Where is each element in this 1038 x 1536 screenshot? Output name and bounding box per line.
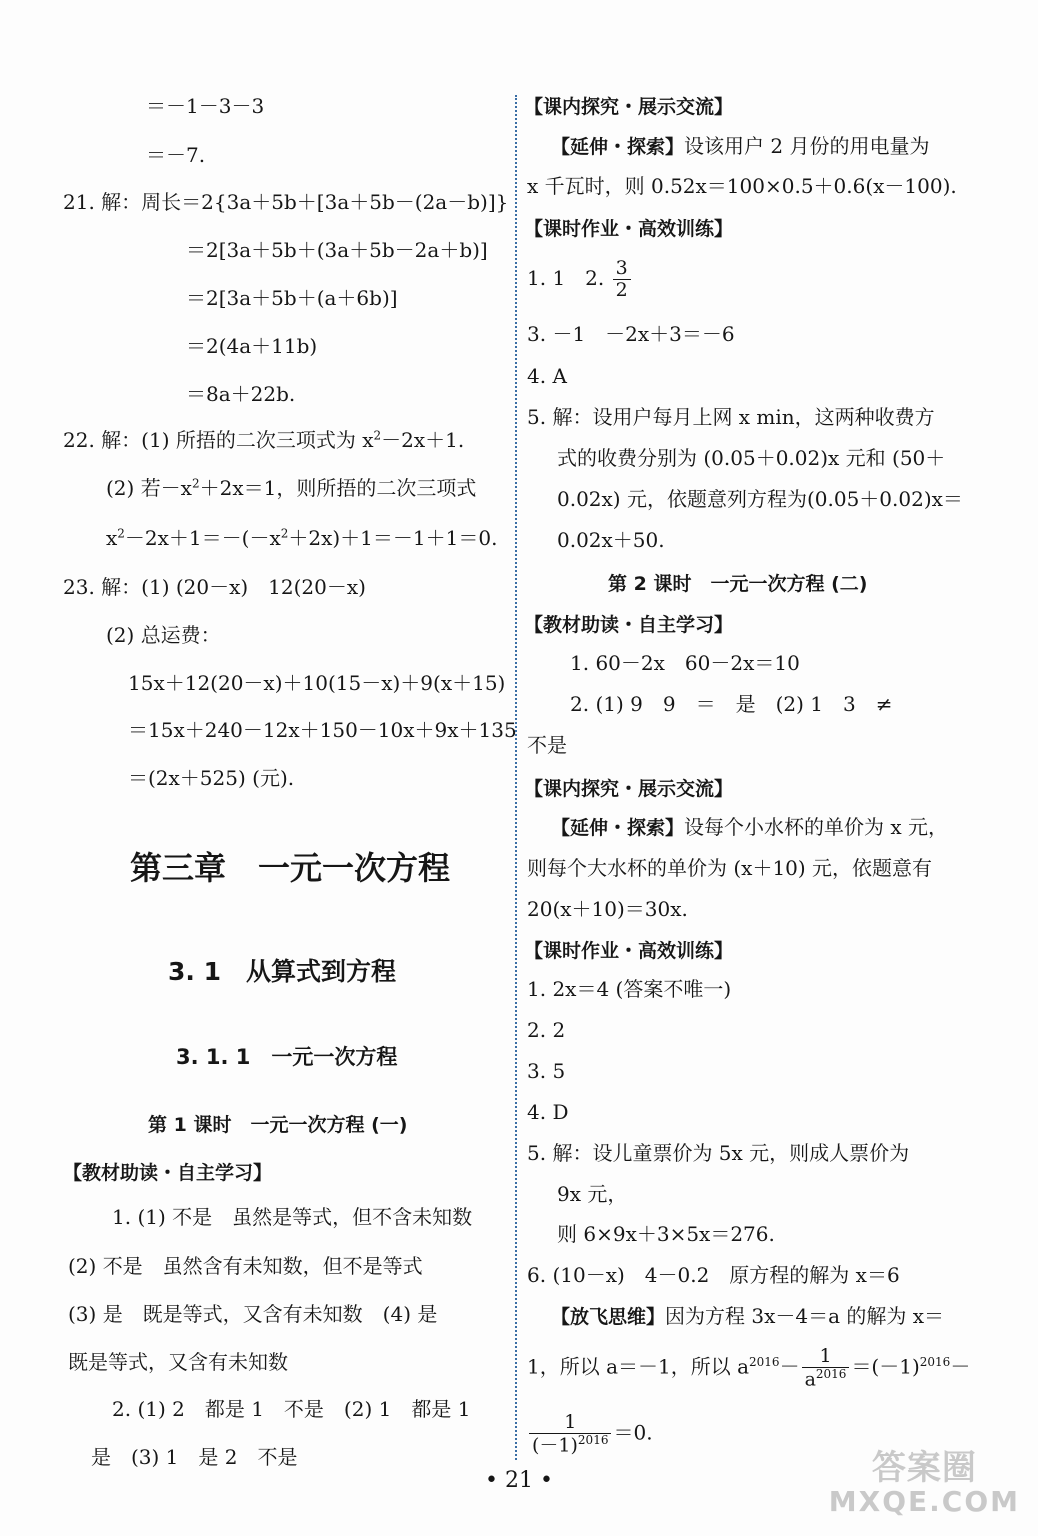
- ext2-line-3: 20(x＋10)＝30x.: [527, 897, 688, 921]
- left-cont-line-2: ＝－7.: [146, 143, 206, 167]
- read-r1: 1. 60－2x 60－2x＝10: [570, 651, 800, 675]
- work-5-line-4: 0.02x＋50.: [557, 528, 665, 552]
- read2-line-1: 2. (1) 2 都是 1 不是 (2) 1 都是 1: [112, 1397, 471, 1421]
- work-3: 3. －1 －2x＋3＝－6: [527, 322, 735, 346]
- right-section-work-2: 【课时作业・高效训练】: [524, 940, 734, 962]
- work-5-line-1: 5. 解：设用户每月上网 x min，这两种收费方: [527, 405, 935, 429]
- q23-line-3: 15x＋12(20－x)＋10(15－x)＋9(x＋15): [128, 671, 506, 695]
- fly-line-1: 【放飞思维】因为方程 3x－4＝a 的解为 x＝: [551, 1304, 945, 1328]
- right-section-work-1: 【课时作业・高效训练】: [524, 218, 734, 240]
- q21-line-2: ＝2[3a＋5b＋(3a＋5b－2a＋b)]: [186, 238, 488, 262]
- section-3-1-1-title: 3. 1. 1 一元一次方程: [176, 1045, 398, 1069]
- section-3-1-title: 3. 1 从算式到方程: [168, 957, 396, 986]
- chapter-title: 第三章 一元一次方程: [130, 849, 451, 887]
- q22-line-1: 22. 解：(1) 所捂的二次三项式为 $x^2-2x+1$.: [63, 428, 465, 452]
- read1-line-1: 1. (1) 不是 虽然是等式，但不含未知数: [112, 1205, 473, 1229]
- read1-line-4: 既是等式，又含有未知数: [68, 1350, 288, 1374]
- q21-line-5: ＝8a＋22b.: [186, 382, 296, 406]
- fraction-three-halves: $\frac{3}{2}$: [613, 258, 631, 301]
- read-r2-line-2: 不是: [527, 733, 567, 757]
- work2-2: 2. 2: [527, 1018, 566, 1042]
- work-4: 4. A: [527, 364, 567, 388]
- lesson-2-title: 第 2 课时 一元一次方程 (二): [608, 573, 868, 595]
- ext1-line-2: x 千瓦时，则 0.52x＝100×0.5＋0.6(x－100).: [527, 174, 957, 198]
- read1-line-3: (3) 是 既是等式，又含有未知数 (4) 是: [68, 1302, 438, 1326]
- fraction-one-over-a: $\frac{1}{a^{2016}}$: [802, 1346, 850, 1390]
- lesson-1-title: 第 1 课时 一元一次方程 (一): [148, 1114, 408, 1136]
- work-5-line-2: 式的收费分别为 (0.05＋0.02)x 元和 (50＋: [557, 446, 946, 470]
- left-section-read: 【教材助读・自主学习】: [63, 1162, 273, 1184]
- work2-1: 1. 2x＝4 (答案不唯一): [527, 977, 732, 1001]
- q22-line-3: $x^2-2x+1=-(-x^2+2x)+1=-1+1=0$.: [106, 526, 498, 550]
- left-cont-line-1: ＝－1－3－3: [146, 94, 265, 118]
- q21-line-1: 21. 解：周长＝2{3a＋5b＋[3a＋5b－(2a－b)]}: [63, 190, 509, 214]
- q23-line-5: ＝(2x＋525) (元).: [128, 766, 295, 790]
- work2-3: 3. 5: [527, 1059, 566, 1083]
- work-5-line-3: 0.02x) 元，依题意列方程为(0.05＋0.02)x＝: [557, 487, 963, 511]
- read1-line-2: (2) 不是 虽然含有未知数，但不是等式: [68, 1254, 423, 1278]
- fraction-one-over-neg-one: $\frac{1}{(-1)^{2016}}$: [529, 1412, 611, 1456]
- read2-line-2: 是 (3) 1 是 2 不是: [91, 1445, 298, 1469]
- read-r2-line-1: 2. (1) 9 9 ＝ 是 (2) 1 3 ≠: [570, 692, 893, 716]
- q23-line-1: 23. 解：(1) (20－x) 12(20－x): [63, 575, 366, 599]
- right-section-explore-1: 【课内探究・展示交流】: [524, 96, 734, 118]
- watermark-logo: 答案圈 MXQE.COM: [828, 1448, 1020, 1519]
- work-1-2: 1. 1 2. $\frac{3}{2}$: [527, 258, 633, 301]
- ext2-line-1: 【延伸・探索】设每个小水杯的单价为 x 元，: [551, 815, 949, 839]
- work2-5-line-1: 5. 解：设儿童票价为 5x 元，则成人票价为: [527, 1141, 910, 1165]
- column-divider: [515, 95, 517, 1460]
- page-number: • 21 •: [485, 1468, 553, 1493]
- right-section-explore-2: 【课内探究・展示交流】: [524, 778, 734, 800]
- work2-6: 6. (10－x) 4－0.2 原方程的解为 x＝6: [527, 1263, 900, 1287]
- q23-line-4: ＝15x＋240－12x＋150－10x＋9x＋135: [128, 718, 517, 742]
- ext2-line-2: 则每个大水杯的单价为 (x＋10) 元，依题意有: [527, 856, 933, 880]
- q21-line-3: ＝2[3a＋5b＋(a＋6b)]: [186, 286, 398, 310]
- work2-5-line-2: 9x 元，: [557, 1182, 628, 1206]
- right-section-read: 【教材助读・自主学习】: [524, 614, 734, 636]
- q21-line-4: ＝2(4a＋11b): [186, 334, 318, 358]
- q22-line-2: (2) 若$-x^2+2x=1$，则所捂的二次三项式: [106, 476, 477, 500]
- work2-5-line-3: 则 6×9x＋3×5x＝276.: [557, 1222, 775, 1246]
- q23-line-2: (2) 总运费：: [106, 623, 221, 647]
- ext1-line-1: 【延伸・探索】设该用户 2 月份的用电量为: [551, 134, 930, 158]
- fly-line-2: 1，所以 a＝－1，所以 $a^{2016}-$ $\frac{1}{a^{2016}}$ $=(-1)^{2016}-$: [527, 1345, 971, 1391]
- work2-4: 4. D: [527, 1100, 569, 1124]
- fly-line-3: $\frac{1}{(-1)^{2016}}$ ＝0.: [527, 1412, 653, 1456]
